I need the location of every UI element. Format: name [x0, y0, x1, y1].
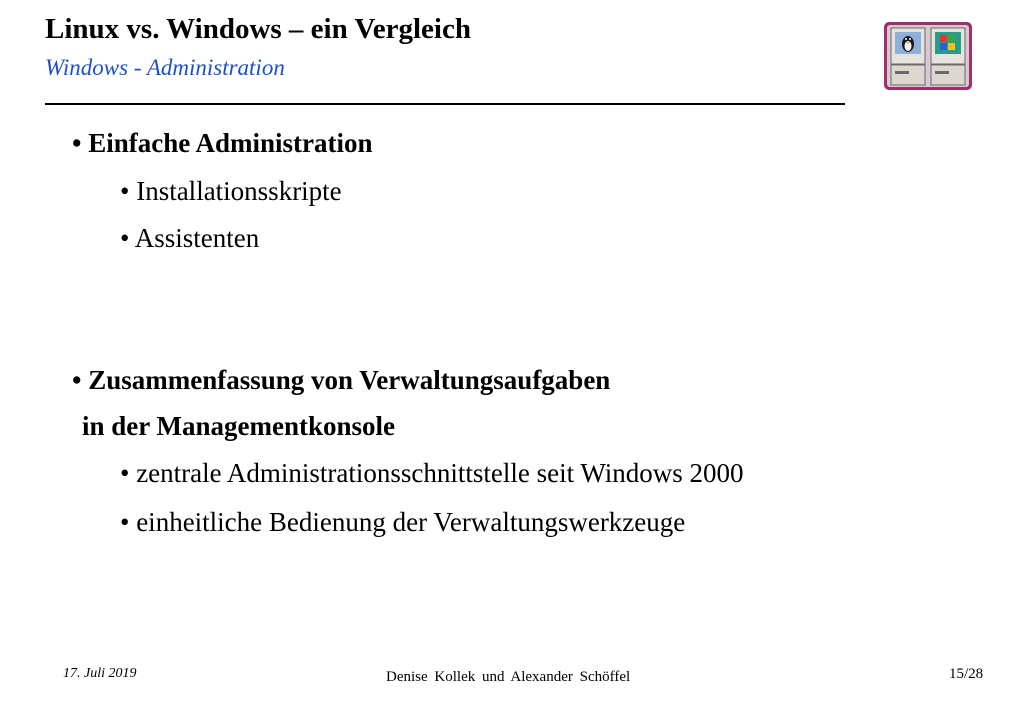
sub-bullet-assistenten: • Assistenten [120, 223, 260, 253]
sub-bullet-zentrale-schnittstelle: • zentrale Administrationsschnittstelle seit Windows 2000 [120, 458, 744, 488]
header-divider [45, 103, 845, 105]
sub-bullet-installationsskripte: • Installationsskripte [120, 176, 342, 206]
slide-subtitle: Windows - Administration [45, 55, 285, 80]
sub-bullet-einheitliche-bedienung: • einheitliche Bedienung der Verwaltungswerkzeuge [120, 507, 686, 537]
footer-date: 17. Juli 2019 [63, 666, 137, 681]
footer-authors: Denise Kollek und Alexander Schöffel [386, 669, 631, 685]
bullet-einfache-administration: • Einfache Administration [72, 128, 373, 158]
slide-title: Linux vs. Windows – ein Vergleich [45, 13, 471, 45]
bullet-zusammenfassung-continuation: in der Managementkonsole [82, 411, 396, 441]
bullet-zusammenfassung: • Zusammenfassung von Verwaltungsaufgaben [72, 365, 611, 395]
footer-page-number: 15/28 [949, 666, 984, 682]
linux-windows-computers-icon [883, 21, 973, 91]
